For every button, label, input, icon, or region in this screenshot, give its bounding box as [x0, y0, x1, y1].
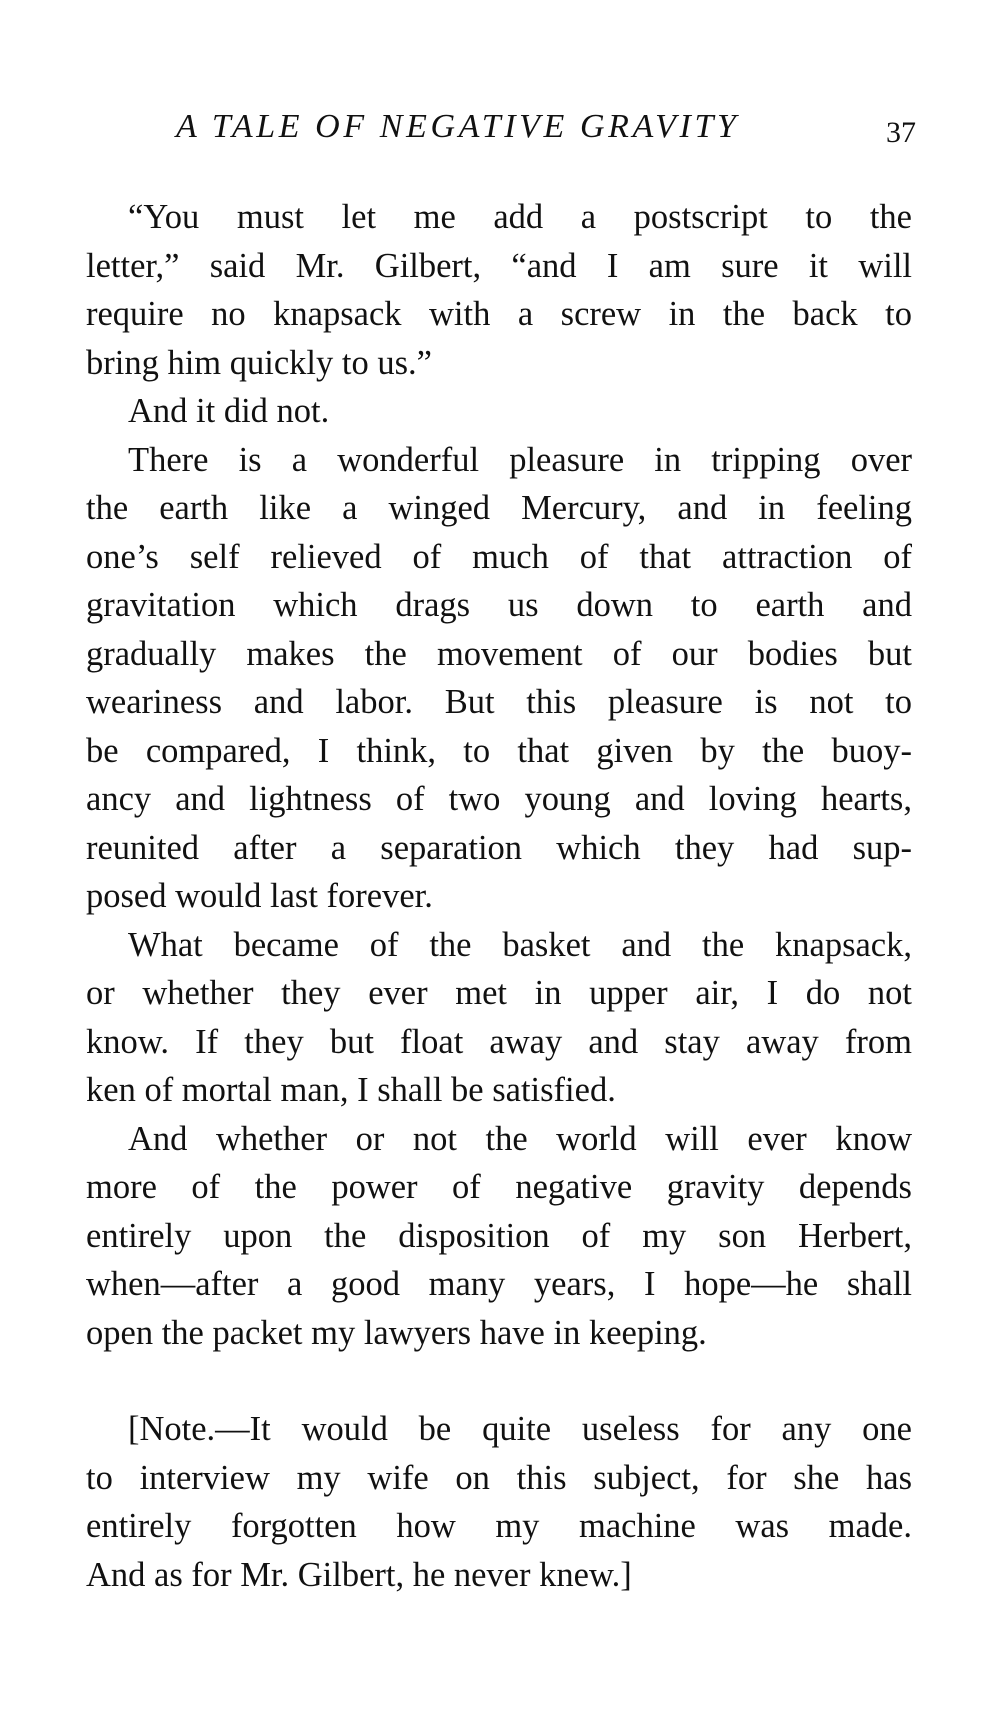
text-line: more of the power of negative gravity depends	[86, 1168, 912, 1206]
running-head	[176, 108, 916, 158]
running-title: A TALE OF NEGATIVE GRAVITY	[176, 108, 740, 145]
text-line: reunited after a separation which they had sup-	[86, 828, 912, 867]
text-line: ken of mortal man, I shall be satisfied.	[86, 1071, 616, 1109]
text-line: And whether or not the world will ever know	[128, 1119, 912, 1158]
text-line: know. If they but float away and stay away from	[86, 1022, 912, 1061]
text-line: when—after a good many years, I hope—he shall	[86, 1265, 912, 1303]
text-line: bring him quickly to us.”	[86, 343, 432, 382]
text-line: open the packet my lawyers have in keeping.	[86, 1313, 707, 1352]
text-line: be compared, I think, to that given by the buoy-	[86, 731, 912, 770]
text-line: gradually makes the movement of our bodies but	[86, 634, 912, 673]
paragraph-postscript	[86, 193, 912, 387]
text-line: ancy and lightness of two young and loving hearts,	[86, 780, 912, 818]
text-line: entirely forgotten how my machine was made.	[86, 1507, 912, 1545]
text-line: “You must let me add a postscript to the	[128, 198, 912, 236]
text-line: require no knapsack with a screw in the back to	[86, 295, 912, 333]
text-line: posed would last forever.	[86, 877, 433, 915]
body-text	[86, 193, 912, 1599]
paragraph-pleasure	[86, 436, 912, 921]
page-number: 37	[886, 116, 916, 149]
text-line: And it did not.	[128, 392, 330, 430]
text-line: [Note.—It would be quite useless for any one	[128, 1410, 912, 1448]
text-line: the earth like a winged Mercury, and in feeling	[86, 489, 912, 527]
text-line: What became of the basket and the knapsack,	[128, 925, 912, 964]
text-line: entirely upon the disposition of my son Herbert,	[86, 1216, 912, 1255]
paragraph-negative-gravity	[86, 1115, 912, 1358]
paragraph-did-not	[86, 387, 912, 436]
note-paragraph	[86, 1405, 912, 1599]
text-line: to interview my wife on this subject, for she has	[86, 1458, 912, 1497]
text-line: There is a wonderful pleasure in tripping over	[128, 440, 912, 479]
text-line: one’s self relieved of much of that attraction of	[86, 537, 912, 576]
text-line: gravitation which drags us down to earth and	[86, 586, 912, 624]
text-line: letter,” said Mr. Gilbert, “and I am sure it will	[86, 246, 912, 285]
text-line: or whether they ever met in upper air, I do not	[86, 974, 912, 1012]
text-line: weariness and labor. But this pleasure is not to	[86, 683, 912, 721]
paragraph-basket	[86, 921, 912, 1115]
text-line: And as for Mr. Gilbert, he never knew.]	[86, 1555, 632, 1594]
section-gap	[86, 1357, 912, 1405]
